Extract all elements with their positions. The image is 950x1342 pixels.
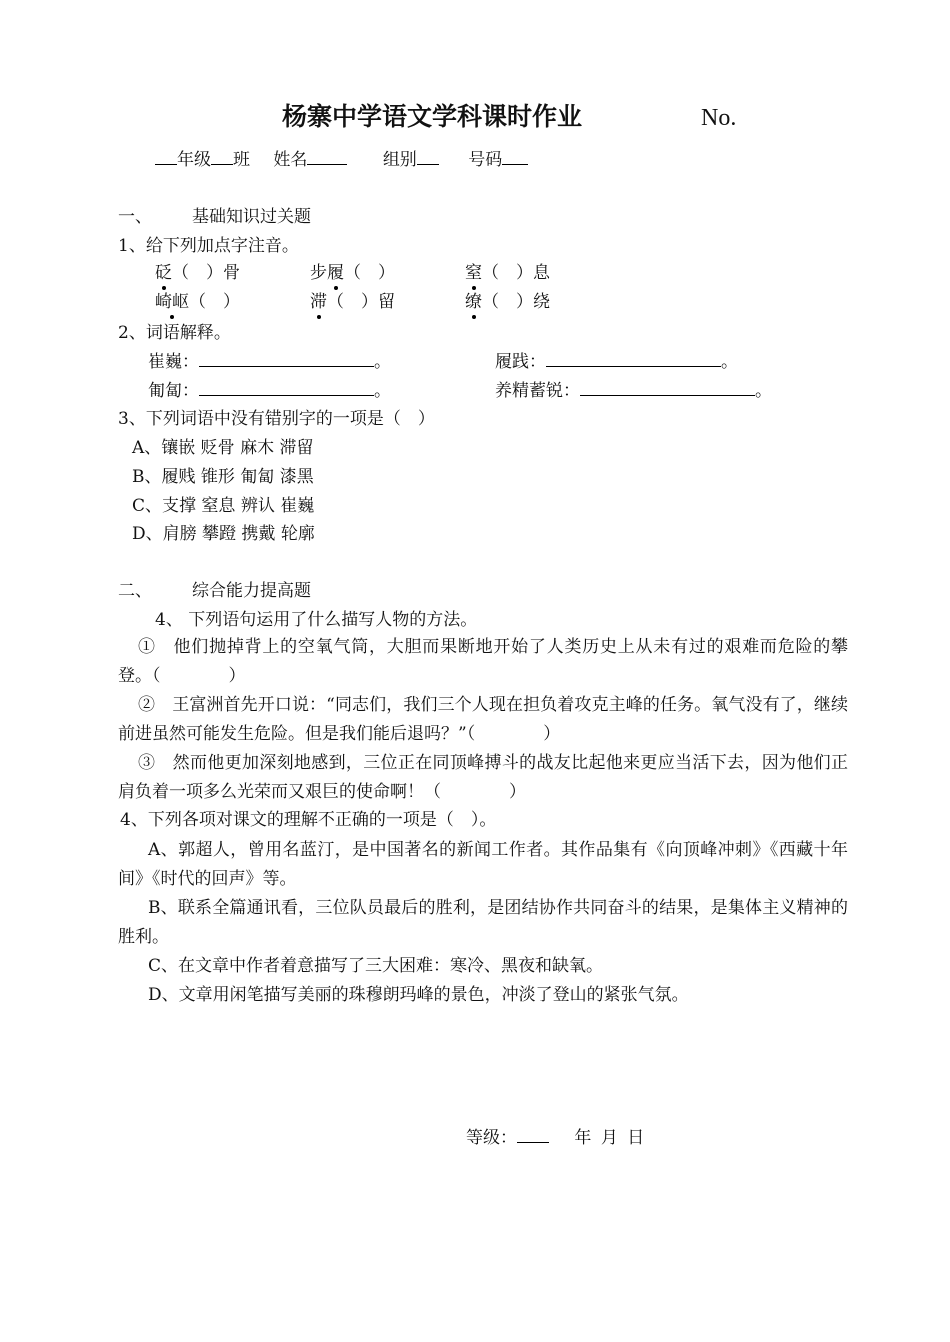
answer-blank[interactable]: [546, 350, 721, 367]
q4b-option: A、郭超人，曾用名蓝汀，是中国著名的新闻工作者。其作品集有《向顶峰冲刺》《西藏十年间》《时代的回声》等。: [118, 840, 848, 889]
q1-item: 缭（ ）绕: [465, 292, 550, 312]
q1-title: 1、给下列加点字注音。: [118, 236, 299, 256]
serial-number-label: No.: [701, 105, 737, 131]
q3-title: 3、下列词语中没有错别字的一项是（ ）: [118, 409, 435, 429]
q2-item: 养精蓄锐： 。: [495, 381, 772, 401]
q3-option: A、镶嵌 贬骨 麻木 滞留: [132, 438, 314, 458]
section1-title: 基础知识过关题: [192, 207, 311, 227]
number-blank[interactable]: [502, 148, 528, 165]
section2-heading: [118, 580, 311, 602]
q4b-option: B、联系全篇通讯看，三位队员最后的胜利，是团结协作共同奋斗的结果，是集体主义精神的胜利。: [118, 898, 848, 947]
q1-item: 崎岖（ ）: [155, 292, 240, 312]
section2-title: 综合能力提高题: [192, 581, 311, 601]
q4b-option: D、文章用闲笔描写美丽的珠穆朗玛峰的景色，冲淡了登山的紧张气氛。: [148, 985, 689, 1005]
date-day-label: 日: [627, 1128, 645, 1148]
date-month-label: 月: [600, 1128, 618, 1148]
page-title: 杨寨中学语文学科课时作业: [282, 102, 583, 131]
q3-option: B、履贱 锥形 匍匐 漆黑: [132, 467, 314, 487]
q1-item: 窒（ ）息: [465, 263, 550, 283]
section2-number: 二、: [118, 581, 152, 601]
q2-item: 履践： 。: [495, 352, 738, 372]
q4a-sentence: ③ 然而他更加深刻地感到，三位正在同顶峰搏斗的战友比起他来更应当活下去，因为他们正肩负着一项多么光荣而又艰巨的使命啊！（ ）: [118, 753, 848, 802]
student-info-line: [155, 148, 528, 171]
section1-heading: [118, 206, 311, 228]
answer-paren[interactable]: （ ）: [482, 263, 533, 283]
grading-line: [466, 1126, 644, 1149]
group-label: 组别: [382, 150, 417, 170]
name-blank[interactable]: [307, 148, 347, 165]
q3-option: C、支撑 窒息 辨认 崔巍: [132, 496, 315, 516]
q4b-option: C、在文章中作者着意描写了三大困难：寒冷、黑夜和缺氧。: [148, 956, 604, 976]
answer-blank[interactable]: [199, 379, 374, 396]
q2-item: 匍匐： 。: [148, 381, 391, 401]
grade-level-blank[interactable]: [517, 1126, 549, 1143]
q4a-title: 4、 下列语句运用了什么描写人物的方法。: [155, 610, 478, 630]
number-label: 号码: [468, 150, 503, 170]
q1-item: 砭（ ）骨: [155, 263, 240, 283]
q2-title: 2、词语解释。: [118, 323, 231, 343]
answer-paren[interactable]: （ ）: [172, 263, 223, 283]
q3-option: D、肩膀 攀蹬 携戴 轮廓: [132, 524, 315, 544]
answer-paren[interactable]: （ ）: [327, 292, 378, 312]
grade-label: 年级: [177, 150, 211, 170]
q1-item: 滞（ ）留: [310, 292, 395, 312]
grade-level-label: 等级：: [466, 1128, 517, 1148]
group-blank[interactable]: [417, 148, 439, 165]
answer-paren[interactable]: （ ）: [189, 292, 240, 312]
q4b-title: 4、下列各项对课文的理解不正确的一项是（ ）。: [120, 810, 497, 830]
q1-item: 步履（ ）: [310, 263, 395, 283]
date-year-label: 年: [574, 1128, 592, 1148]
answer-paren[interactable]: （ ）: [482, 292, 533, 312]
answer-blank[interactable]: [580, 379, 755, 396]
grade-blank[interactable]: [155, 148, 177, 165]
answer-blank[interactable]: [199, 350, 374, 367]
section1-number: 一、: [118, 207, 152, 227]
class-label: 班: [233, 150, 250, 170]
class-blank[interactable]: [211, 148, 233, 165]
name-label: 姓名: [273, 150, 308, 170]
q4a-sentence: ② 王富洲首先开口说：“同志们，我们三个人现在担负着攻克主峰的任务。氧气没有了，继续前进虽然可能发生危险。但是我们能后退吗？”（ ）: [118, 695, 848, 744]
q2-item: 崔巍： 。: [148, 352, 391, 372]
answer-paren[interactable]: （ ）: [344, 263, 395, 283]
q4a-sentence: ① 他们抛掉背上的空氧气筒，大胆而果断地开始了人类历史上从未有过的艰难而危险的攀登。（ ）: [118, 637, 848, 686]
